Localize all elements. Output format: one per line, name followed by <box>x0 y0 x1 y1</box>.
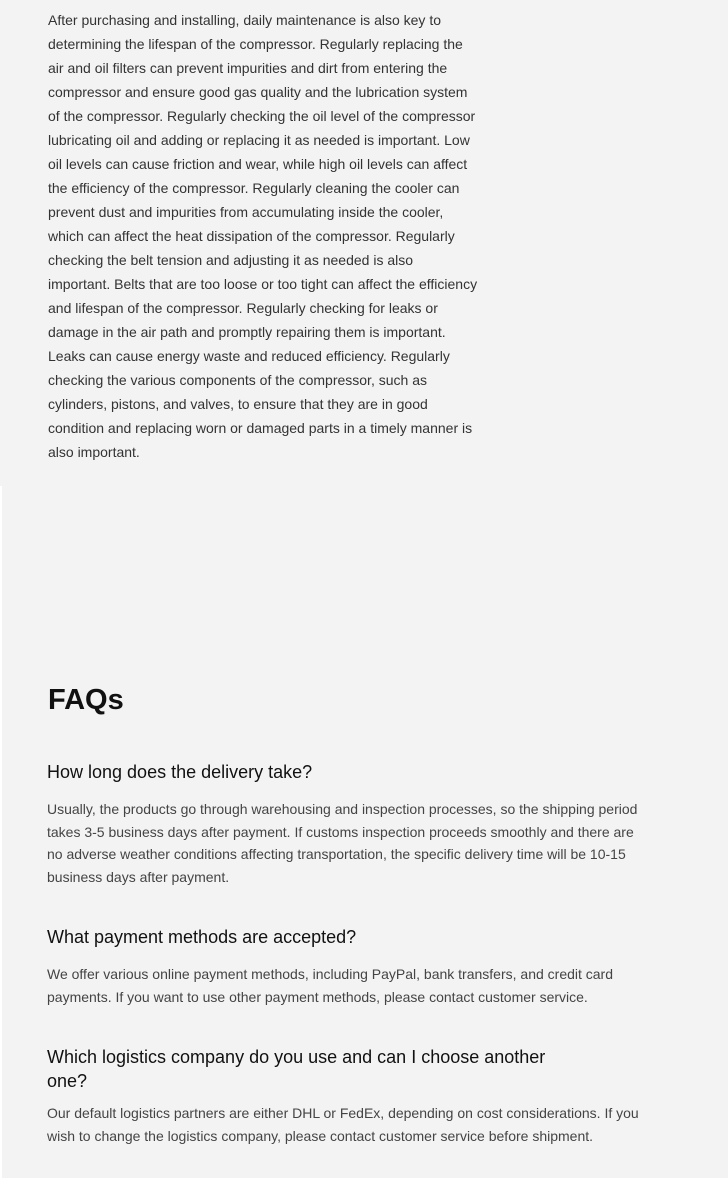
faq-answer: We offer various online payment methods, including PayPal, bank transfers, and credit card payments. If you want to use other payment methods, please contact customer service. <box>47 966 614 1005</box>
section-divider-strip <box>0 486 2 1178</box>
faq-answer: Our default logistics partners are either DHL or FedEx, depending on cost considerations. If you wish to change the logistics company, please contact customer service before shipment. <box>47 1105 639 1144</box>
faq-item-delivery <box>47 760 647 888</box>
faq-item-logistics <box>47 1045 639 1147</box>
faq-question: What payment methods are accepted? <box>47 927 357 947</box>
faq-item-payment <box>47 925 647 1008</box>
faq-question: How long does the delivery take? <box>47 762 313 782</box>
faq-answer: Usually, the products go through warehousing and inspection processes, so the shipping period takes 3-5 business days after payment. If customs inspection proceeds smoothly and there are no adverse weather conditions affecting transportation, the specific delivery time will be 10-15 business days after payment. <box>47 801 638 885</box>
faq-heading: FAQs <box>48 684 124 716</box>
maintenance-paragraph: After purchasing and installing, daily maintenance is also key to determining the lifespan of the compressor. Regularly replacing the air and oil filters can prevent impurities and dirt from entering the compressor and ensure good gas quality and the lubrication system of the compressor. Regularly checking the oil level of the compressor lubricating oil and adding or replacing it as needed is important. Low oil levels can cause friction and wear, while high oil levels can affect the efficiency of the compressor. Regularly cleaning the cooler can prevent dust and impurities from accumulating inside the cooler, which can affect the heat dissipation of the compressor. Regularly checking the belt tension and adjusting it as needed is also important. Belts that are too loose or too tight can affect the efficiency and lifespan of the compressor. Regularly checking for leaks or damage in the air path and promptly repairing them is important. Leaks can cause energy waste and reduced efficiency. Regularly checking the various components of the compressor, such as cylinders, pistons, and valves, to ensure that they are in good condition and replacing worn or damaged parts in a timely manner is also important. <box>48 12 478 460</box>
faq-question: Which logistics company do you use and can I choose another one? <box>47 1047 546 1091</box>
